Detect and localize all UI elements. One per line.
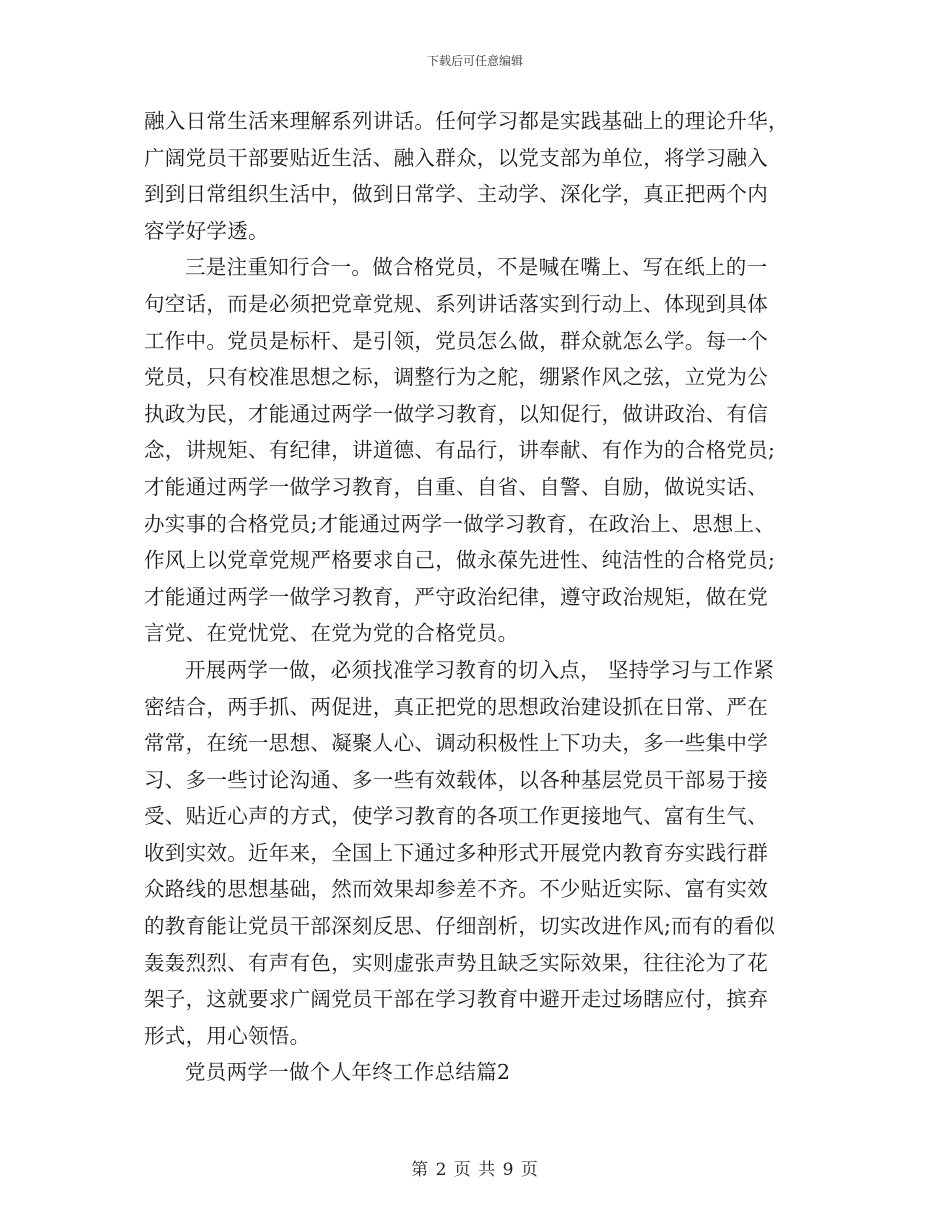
text-line: 常常，在统一思想、凝聚人心、调动积极性上下功夫，多一些集中学 bbox=[144, 731, 768, 756]
text-line: 架子，这就要求广阔党员干部在学习教育中避开走过场瞎应付，摈弃 bbox=[144, 987, 768, 1012]
text-line: 收到实效。近年来，全国上下通过多种形式开展党内教育夯实践行群 bbox=[144, 840, 768, 865]
text-line: 习、多一些讨论沟通、多一些有效载体，以各种基层党员干部易于接 bbox=[144, 767, 768, 792]
page-number: 第 2 页 共 9 页 bbox=[411, 1160, 539, 1180]
text-line: 形式，用心领悟。 bbox=[144, 1023, 311, 1048]
text-line: 轰轰烈烈、有声有色，实则虚张声势且缺乏实际效果，往往沦为了花 bbox=[144, 950, 768, 975]
text-line: 受、贴近心声的方式，使学习教育的各项工作更接地气、富有生气、 bbox=[144, 804, 768, 829]
text-line: 作风上以党章党规严格要求自己，做永葆先进性、纯洁性的合格党员; bbox=[144, 548, 776, 573]
text-line: 到到日常组织生活中，做到日常学、主动学、深化学，真正把两个内 bbox=[144, 182, 768, 207]
text-line: 融入日常生活来理解系列讲话。任何学习都是实践基础上的理论升华， bbox=[144, 109, 789, 133]
section-heading: 党员两学一做个人年终工作总结篇2 bbox=[185, 1060, 511, 1085]
text-line: 才能通过两学一做学习教育，自重、自省、自警、自励，做说实话、 bbox=[144, 474, 768, 499]
text-line: 才能通过两学一做学习教育，严守政治纪律，遵守政治规矩，做在党 bbox=[144, 584, 768, 609]
text-line: 言党、在党忧党、在党为党的合格党员。 bbox=[144, 621, 519, 646]
text-line: 广阔党员干部要贴近生活、融入群众，以党支部为单位，将学习融入 bbox=[144, 145, 768, 170]
text-line: 容学好学透。 bbox=[144, 218, 269, 243]
text-line: 办实事的合格党员;才能通过两学一做学习教育，在政治上、思想上、 bbox=[144, 511, 776, 536]
paragraph-start-line: 三是注重知行合一。做合格党员，不是喊在嘴上、写在纸上的一 bbox=[185, 255, 768, 280]
paragraph-start-line: 开展两学一做，必须找准学习教育的切入点， 坚持学习与工作紧 bbox=[185, 657, 775, 682]
document-body bbox=[144, 103, 820, 1091]
header-note: 下载后可任意编辑 bbox=[426, 54, 523, 68]
text-line: 众路线的思想基础，然而效果却参差不齐。不少贴近实际、富有实效 bbox=[144, 877, 768, 902]
text-line: 念，讲规矩、有纪律，讲道德、有品行，讲奉献、有作为的合格党员; bbox=[144, 438, 776, 463]
text-line: 密结合，两手抓、两促进，真正把党的思想政治建设抓在日常、严在 bbox=[144, 694, 768, 719]
text-line: 党员，只有校准思想之标，调整行为之舵，绷紧作风之弦，立党为公 bbox=[144, 365, 768, 390]
text-line: 的教育能让党员干部深刻反思、仔细剖析，切实改进作风;而有的看似 bbox=[144, 914, 776, 939]
text-line: 执政为民，才能通过两学一做学习教育，以知促行，做讲政治、有信 bbox=[144, 401, 768, 426]
text-line: 工作中。党员是标杆、是引领，党员怎么做，群众就怎么学。每一个 bbox=[144, 328, 768, 353]
text-line: 句空话，而是必须把党章党规、系列讲话落实到行动上、体现到具体 bbox=[144, 291, 768, 316]
